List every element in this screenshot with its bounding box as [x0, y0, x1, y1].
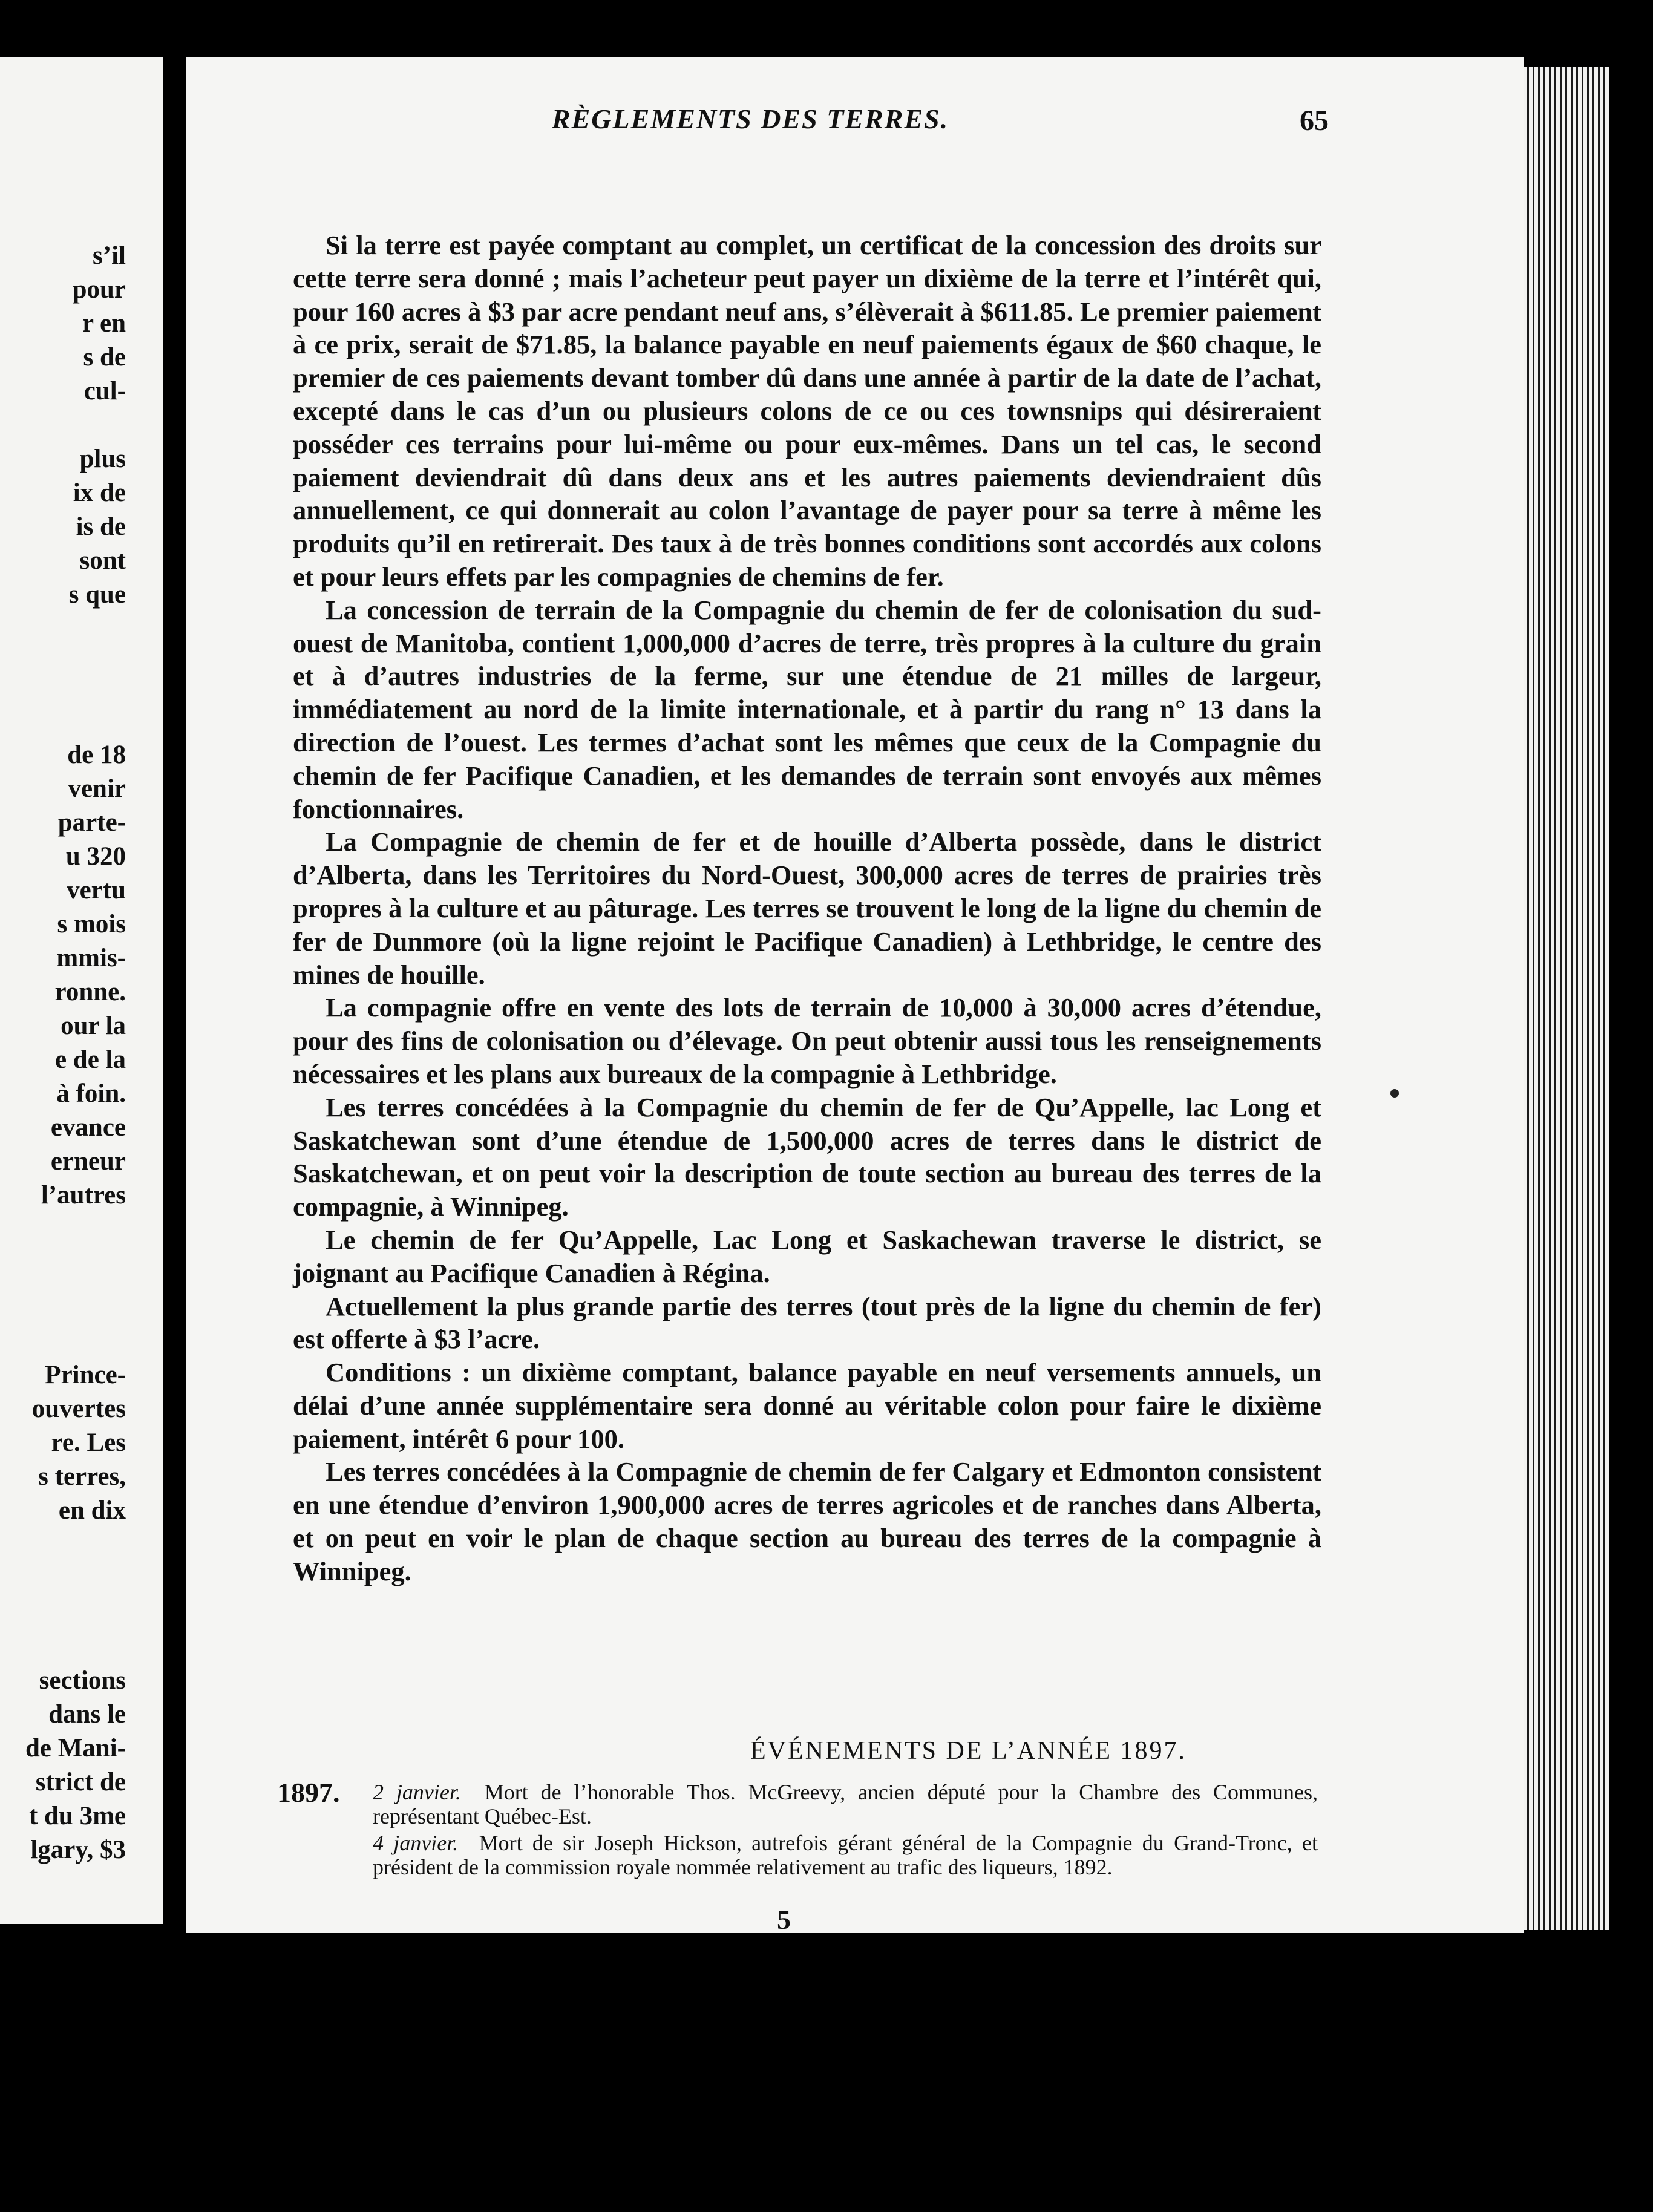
left-fragment: s que [68, 580, 126, 609]
facing-page-left [0, 57, 163, 1924]
event-text: Mort de l’honorable Thos. McGreevy, ancien député pour la Chambre des Communes, représentant Québec-Est. [373, 1780, 1318, 1828]
paragraph: Conditions : un dixième comptant, balance payable en neuf versements annuels, un délai d’une année supplémentaire sera donné au véritable colon pour faire le dixième paiement, intérêt 6 pour 100. [293, 1357, 1321, 1454]
left-fragment: venir [68, 774, 126, 803]
left-fragment: à foin. [56, 1079, 126, 1108]
paragraph: Le chemin de fer Qu’Appelle, Lac Long et Saskachewan traverse le district, se joignant au Pacifique Canadien à Régina. [293, 1224, 1321, 1288]
left-fragment: parte- [57, 808, 126, 837]
page-edges [1513, 67, 1609, 1930]
left-fragment: mmis- [56, 944, 126, 972]
body-text [293, 229, 1321, 1588]
paragraph: Les terres concédées à la Compagnie du chemin de fer de Qu’Appelle, lac Long et Saskatchewan sont d’une étendue de 1,500,000 acres de terres dans le district de Saskatchewan, et on peut voir la description de toute section au bureau des terres de la compagnie, à Winnipeg. [293, 1091, 1321, 1222]
left-fragment: sections [39, 1666, 126, 1695]
left-fragment: ronne. [54, 978, 126, 1006]
left-fragment: evance [50, 1113, 126, 1142]
left-fragment: plus [79, 445, 126, 473]
left-fragment: our la [61, 1012, 126, 1040]
left-fragment: ix de [73, 479, 126, 507]
left-fragment: r en [82, 309, 126, 338]
left-fragment: dans le [48, 1700, 126, 1729]
event-year: 1897. [277, 1777, 340, 1808]
running-title: RÈGLEMENTS DES TERRES. [551, 103, 949, 134]
paragraph: La Compagnie de chemin de fer et de houille d’Alberta possède, dans le district d’Alberta, dans les Territoires du Nord-Ouest, 300,000 acres de terres de prairies très propres à la culture et au pâturage. Les terres se trouvent le long de la ligne du chemin de fer de Dunmore (où la ligne rejoint le Pacifique Canadien) à Lethbridge, le centre des mines de houille. [293, 826, 1321, 990]
left-fragment: vertu [67, 876, 126, 905]
paragraph: Les terres concédées à la Compagnie de chemin de fer Calgary et Edmonton consistent en une étendue d’environ 1,900,000 acres de terres agricoles et de ranches dans Alberta, et on peut en voir le plan de chaque section au bureau des terres de la compagnie à Winnipeg. [293, 1456, 1321, 1586]
signature-mark: 5 [777, 1904, 791, 1935]
events-heading: ÉVÉNEMENTS DE L’ANNÉE 1897. [750, 1737, 1187, 1765]
paragraph: La concession de terrain de la Compagnie du chemin de fer de colonisation du sud-ouest de Manitoba, contient 1,000,000 d’acres de terre, très propres à la culture du grain et à d’autres industries de la ferme, sur une étendue de 21 milles de largeur, immédiatement au nord de la limite internationale, et à partir du rang n° 13 dans la direction de l’ouest. Les termes d’achat sont les mêmes que ceux de la Compagnie du chemin de fer Pacifique Canadien, et les demandes de terrain sont envoyés aux mêmes fonctionnaires. [293, 594, 1321, 824]
left-fragment: t du 3me [28, 1802, 126, 1830]
event-entry [277, 1777, 1318, 1828]
event-entry [277, 1831, 1318, 1879]
paragraph: La compagnie offre en vente des lots de terrain de 10,000 à 30,000 acres d’étendue, pour des fins de colonisation ou d’élevage. On peut obtenir aussi tous les renseignements nécessaires et les plans aux bureaux de la compagnie à Lethbridge. [293, 992, 1321, 1089]
left-fragment: u 320 [65, 842, 126, 871]
left-fragment: ouvertes [31, 1395, 126, 1423]
left-fragment: s terres, [38, 1462, 126, 1491]
left-fragment: e de la [54, 1045, 126, 1074]
left-fragment: pour [72, 275, 126, 304]
left-fragment: de Mani- [25, 1734, 126, 1762]
page-number: 65 [1300, 105, 1329, 137]
left-fragment: lgary, $3 [30, 1836, 126, 1864]
left-fragment: erneur [50, 1147, 126, 1176]
paragraph: Actuellement la plus grande partie des terres (tout près de la ligne du chemin de fer) est offerte à $3 l’acre. [293, 1291, 1321, 1355]
left-fragment: re. Les [51, 1428, 126, 1457]
event-date: 2 janvier. [373, 1780, 461, 1804]
left-fragment: Prince- [45, 1361, 126, 1389]
left-fragment: s mois [57, 910, 126, 938]
left-fragment: strict de [35, 1768, 126, 1796]
left-fragment: cul- [83, 377, 126, 405]
left-fragment: l’autres [41, 1181, 126, 1209]
left-fragment: en dix [58, 1496, 126, 1525]
event-text: Mort de sir Joseph Hickson, autrefois gérant général de la Compagnie du Grand-Tronc, et président de la commission royale nommée relativement au trafic des liqueurs, 1892. [373, 1831, 1318, 1879]
left-fragment: is de [76, 512, 126, 541]
left-fragment: sont [79, 546, 126, 575]
ink-spot [1390, 1089, 1399, 1098]
left-fragment: de 18 [67, 741, 126, 769]
left-fragment: s’il [93, 241, 126, 270]
events-list [277, 1777, 1318, 1882]
paragraph: Si la terre est payée comptant au complet, un certificat de la concession des droits sur cette terre sera donné ; mais l’acheteur peut payer un dixième de la terre et l’intérêt qui, pour 160 acres à $3 par acre pendant neuf ans, s’élèverait à $611.85. Le premier paiement à ce prix, serait de $71.85, la balance payable en neuf paiements égaux de $60 chaque, le premier de ces paiements devant tomber dû dans une année à partir de la date de l’achat, excepté dans le cas d’un ou plusieurs colons de ce ou ces townsnips qui désireraient posséder ces terrains pour lui-même ou pour eux-mêmes. Dans un tel cas, le second paiement deviendrait dû dans deux ans et les autres paiements deviendraient dûs annuellement, ce qui donnerait au colon l’avantage de payer pour sa terre à même les produits qu’il en retirerait. Des taux à de très bonnes conditions sont accordés aux colons et pour leurs effets par les compagnies de chemins de fer. [293, 230, 1321, 592]
left-fragment: s de [83, 343, 126, 371]
event-date: 4 janvier. [373, 1831, 459, 1855]
